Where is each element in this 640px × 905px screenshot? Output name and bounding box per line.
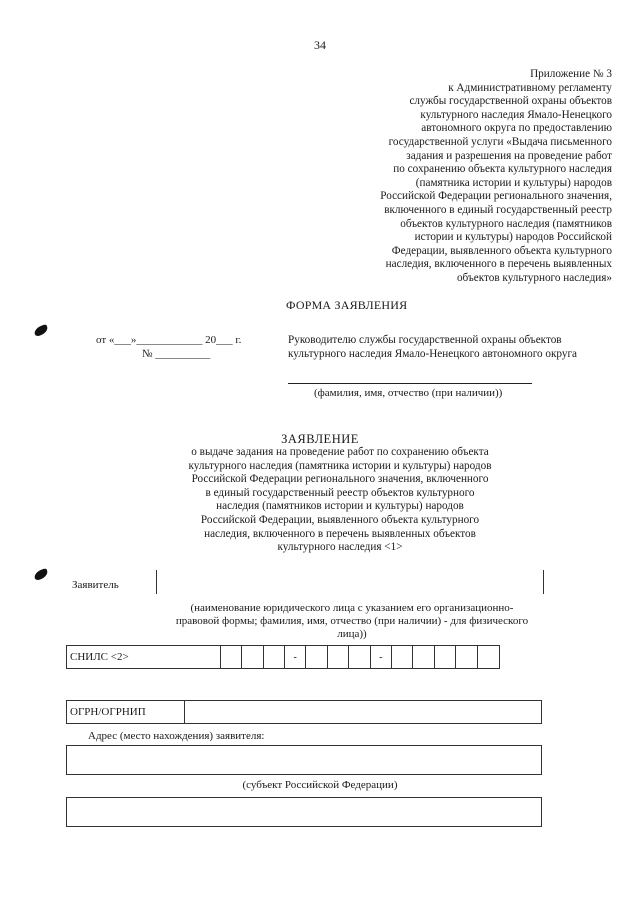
applicant-field[interactable]: [156, 570, 544, 594]
address-region-field[interactable]: [66, 745, 542, 775]
statement-line: культурного наследия (памятника истории и культуры) народов: [188, 459, 492, 472]
statement-body: [150, 446, 530, 555]
page-number: 34: [314, 38, 326, 52]
ogrn-field[interactable]: [185, 701, 541, 723]
ogrn-row: [66, 700, 542, 724]
date-line: от «___»____________ 20___ г.: [96, 334, 242, 346]
snils-cell[interactable]: [413, 646, 434, 668]
binder-hole-mark: [33, 324, 49, 337]
snils-cell[interactable]: [349, 646, 370, 668]
statement-line: наследия (памятников истории и культуры) народов: [216, 500, 464, 513]
snils-label: СНИЛС <2>: [67, 646, 221, 668]
appendix-note: [312, 68, 612, 286]
appendix-line: наследия, включенного в перечень выявленных: [385, 258, 612, 271]
statement-title: ЗАЯВЛЕНИЕ: [281, 432, 359, 446]
snils-row: [66, 645, 500, 669]
address-label: Адрес (место нахождения) заявителя:: [88, 730, 265, 742]
snils-separator: -: [371, 646, 392, 668]
statement-line: Российской Федерации, выявленного объекта культурного: [200, 513, 480, 526]
appendix-line: культурного наследия Ямало-Ненецкого: [420, 108, 612, 121]
appendix-line: объектов культурного наследия (памятников: [400, 217, 612, 230]
ogrn-label: ОГРН/ОГРНИП: [67, 701, 185, 723]
appendix-line: службы государственной охраны объектов: [409, 95, 612, 108]
number-line: № __________: [142, 348, 211, 360]
snils-cell[interactable]: [478, 646, 499, 668]
applicant-label: Заявитель: [72, 579, 119, 591]
appendix-line: истории и культуры) народов Российской: [414, 231, 612, 244]
addressee-text: Руководителю службы государственной охраны объектов культурного наследия Ямало-Ненецкого автономного округа: [288, 334, 578, 360]
addressee-caption: (фамилия, имя, отчество (при наличии)): [314, 387, 503, 399]
statement-line: Российской Федерации регионального значения, включенного: [191, 473, 489, 486]
statement-line: наследия, включенного в перечень выявленных объектов: [204, 527, 476, 540]
appendix-line: государственной услуги «Выдача письменного: [388, 135, 612, 148]
snils-cell[interactable]: [306, 646, 327, 668]
subject-caption: (субъект Российской Федерации): [242, 779, 398, 791]
appendix-line: к Административному регламенту: [448, 81, 612, 94]
statement-line: о выдаче задания на проведение работ по сохранению объекта: [191, 446, 489, 458]
form-title: ФОРМА ЗАЯВЛЕНИЯ: [286, 298, 408, 312]
appendix-line: задания и разрешения на проведение работ: [406, 149, 612, 162]
applicant-caption-line: лица)): [337, 628, 367, 640]
appendix-line: Российской Федерации регионального значения,: [380, 190, 612, 203]
snils-cell[interactable]: [392, 646, 413, 668]
applicant-caption-line: правовой формы; фамилия, имя, отчество (при наличии) - для физического: [175, 615, 529, 627]
snils-separator: -: [285, 646, 306, 668]
address-detail-field[interactable]: [66, 797, 542, 827]
appendix-line: объектов культурного наследия»: [456, 271, 612, 284]
appendix-line: Федерации, выявленного объекта культурного: [391, 244, 612, 257]
appendix-line: Приложение № 3: [530, 68, 612, 80]
appendix-line: по сохранению объекта культурного наследия: [393, 163, 612, 176]
applicant-caption: [150, 602, 554, 641]
addressee-name-line[interactable]: [288, 383, 532, 384]
statement-line: культурного наследия <1>: [277, 541, 403, 554]
statement-line: в единый государственный реестр объектов культурного: [205, 486, 475, 499]
snils-cell[interactable]: [328, 646, 349, 668]
snils-cell[interactable]: [456, 646, 477, 668]
binder-hole-mark: [33, 568, 49, 581]
snils-cell[interactable]: [264, 646, 285, 668]
snils-cell[interactable]: [242, 646, 263, 668]
appendix-line: (памятника истории и культуры) народов: [415, 176, 612, 189]
appendix-line: включенного в единый государственный реестр: [384, 203, 612, 216]
snils-cell[interactable]: [221, 646, 242, 668]
snils-cell[interactable]: [435, 646, 456, 668]
applicant-caption-line: (наименование юридического лица с указанием его организационно-: [190, 602, 514, 614]
appendix-line: автономного округа по предоставлению: [421, 122, 612, 135]
